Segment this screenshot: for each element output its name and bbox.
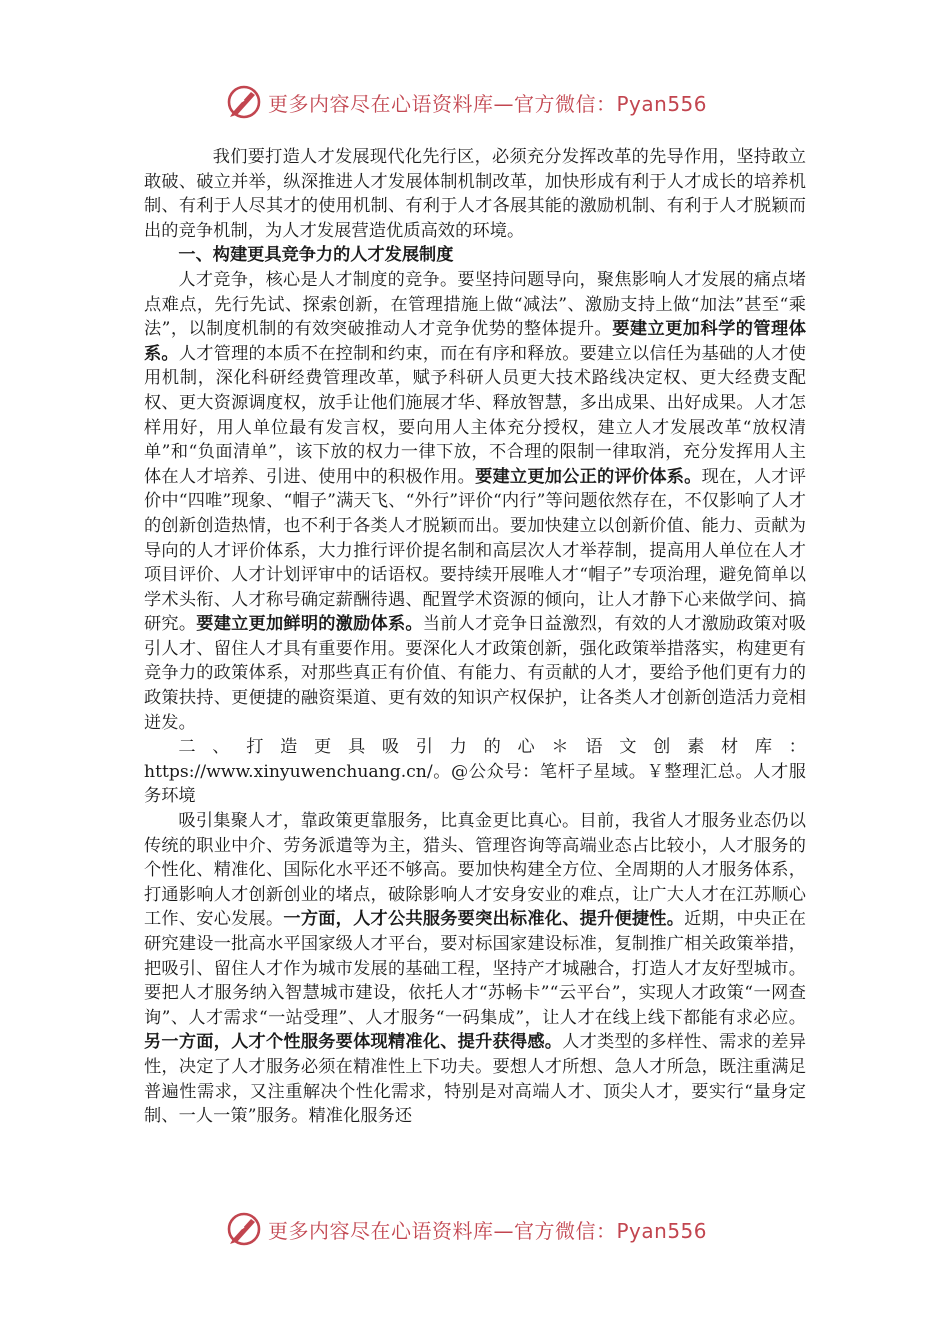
paragraph-text: 吸引集聚人才，靠政策更靠服务，比真金更比真心。目前，我省人才服务业态仍以传统的职业中介、劳务派遣等为主，猎头、管理咨询等高端业态占比较小，人才服务的个性化、精准化、国际化水平还不够高。要加快构建全方位、全周期的人才服务体系，打通影响人才创新创业的堵点，破除影响人才安身安业的难点，让广大人才在江苏顺心工作、安心发展。 bbox=[144, 811, 806, 930]
banner-text: 更多内容尽在心语资料库—官方微信：Pyan556 bbox=[268, 92, 708, 116]
section-1-paragraph bbox=[144, 268, 806, 735]
bold-lead: 要建立更加科学的管理体系。 bbox=[144, 319, 806, 364]
banner-text: 更多内容尽在心语资料库—官方微信：Pyan556 bbox=[268, 1219, 708, 1243]
bold-lead: 一方面，人才公共服务要突出标准化、提升便捷性。 bbox=[283, 909, 685, 930]
bold-lead: 另一方面，人才个性服务要体现精准化、提升获得感。 bbox=[144, 1032, 563, 1053]
bold-lead: 要建立更加鲜明的激励体系。 bbox=[196, 614, 423, 635]
paragraph-text: 近期，中央正在研究建设一批高水平国家级人才平台，要对标国家建设标准，复制推广相关政策举措，把吸引、留住人才作为城市发展的基础工程，坚持产才城融合，打造人才友好型城市。要把人才服务纳入智慧城市建设，依托人才“苏畅卡”“云平台”，实现人才政策“一网查询”、人才需求“一站受理”、人才服务“一码集成”，让人才在线上线下都能有求必应。 bbox=[144, 909, 807, 1028]
section-1-heading: 一、构建更具竞争力的人才发展制度 bbox=[178, 245, 454, 266]
bold-lead: 要建立更加公正的评价体系。 bbox=[475, 466, 702, 487]
paragraph-text: 人才管理的本质不在控制和约束，而在有序和释放。要建立以信任为基础的人才使用机制，深化科研经费管理改革，赋予科研人员更大技术路线决定权、更大经费支配权、更大资源调度权，放手让他们施展才华、释放智慧，多出成果、出好成果。人才怎样用好，用人单位最有发言权，要向用人主体充分授权，建立人才发展改革“放权清单”和“负面清单”，该下放的权力一律下放，不合理的限制一律取消，充分发挥用人主体在人才培养、引进、使用中的积极作用。 bbox=[144, 343, 807, 487]
paragraph-text: 人才竞争，核心是人才制度的竞争。要坚持问题导向，聚焦影响人才发展的痛点堵点难点，先行先试、探索创新，在管理措施上做“减法”、激励支持上做“加法”甚至“乘法”，以制度机制的有效突破推动人才竞争优势的整体提升。 bbox=[144, 269, 806, 340]
pen-seal-logo-icon bbox=[224, 1209, 264, 1249]
paragraph-text: 现在，人才评价中“四唯”现象、“帽子”满天飞、“外行”评价“内行”等问题依然存在，不仅影响了人才的创新创造热情，也不利于各类人才脱颖而出。要加快建立以创新价值、能力、贡献为导向的人才评价体系，大力推行评价提名制和高层次人才举荐制，提高用人单位在人才项目评价、人才计划评审中的话语权。要持续开展唯人才“帽子”专项治理，避免简单以学术头衔、人才称号确定薪酬待遇、配置学术资源的倾向，让人才静下心来做学问、搞研究。 bbox=[144, 466, 806, 635]
paragraph-text: 人才类型的多样性、需求的差异性，决定了人才服务必须在精准性上下功夫。要想人才所想、急人才所急，既注重满足普遍性需求，又注重解决个性化需求，特别是对高端人才、顶尖人才，要实行“量身定制、一人一策”服务。精准化服务还 bbox=[144, 1032, 806, 1127]
header-banner bbox=[0, 80, 950, 126]
paragraph-text: 当前人才竞争日益激烈，有效的人才激励政策对吸引人才、留住人才具有重要作用。要深化人才政策创新，强化政策举措落实，构建更有竞争力的政策体系，对那些真正有价值、有能力、有贡献的人才，要给予他们更有力的政策扶持、更便捷的融资渠道、更有效的知识产权保护，让各类人才创新创造活力竞相迸发。 bbox=[144, 614, 806, 733]
intro-paragraph: 我们要打造人才发展现代化先行区，必须充分发挥改革的先导作用，坚持敢立敢破、破立并举，纵深推进人才发展体制机制改革，加快形成有利于人才成长的培养机制、有利于人尽其才的使用机制、有利于人才各展其能的激励机制、有利于人才脱颖而出的竞争机制，为人才发展营造优质高效的环境。 bbox=[144, 147, 806, 241]
article-body bbox=[144, 145, 806, 1129]
footer-banner bbox=[0, 1207, 950, 1253]
section-2-paragraph bbox=[144, 809, 806, 1129]
section-2-heading: 二、打造更具吸引力的心＊语文创素材库：https://www.xinyuwenchuang.cn/。@公众号：笔杆子星域。￥整理汇总。人才服务环境 bbox=[144, 737, 806, 807]
pen-seal-logo-icon bbox=[224, 82, 264, 122]
